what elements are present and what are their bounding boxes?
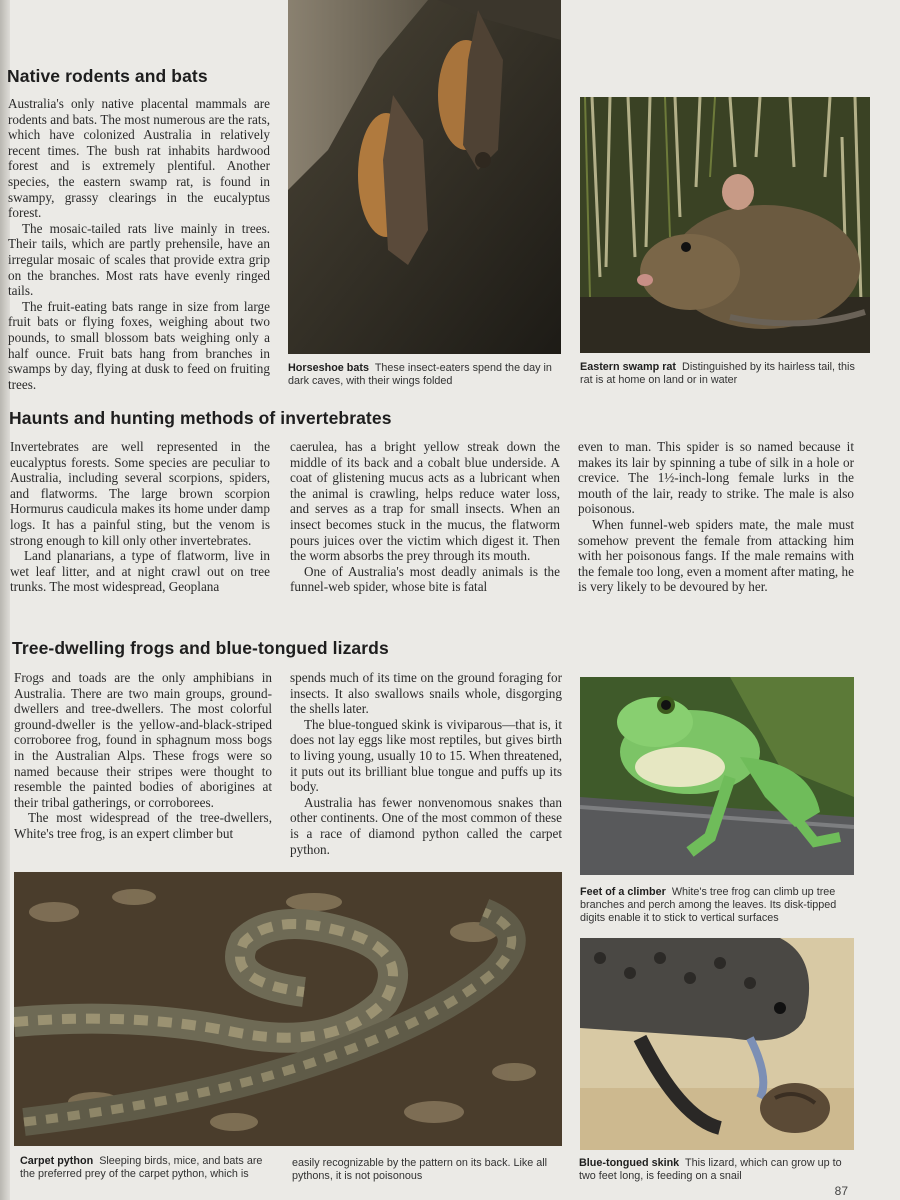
- eastern-swamp-rat-photo: [580, 97, 870, 353]
- paragraph: even to man. This spider is so named because it makes its lair by spinning a tube of silk in a hole or crevice. The 1½-inch-long female lurks in the mouth of the lair, ready to strike. The male is also poisonous.: [578, 439, 854, 517]
- invertebrates-column-2: [290, 439, 560, 595]
- blue-tongued-skink-caption: [579, 1157, 855, 1183]
- caption-title: Carpet python: [20, 1155, 94, 1167]
- paragraph: caerulea, has a bright yellow streak down the middle of its back and a cobalt blue underside. A coat of glistening mucus acts as a lubricant when the animal is crawling, helps reduce water loss, and serves as a trap for small insects. When an insect becomes stuck in the mucus, the flatworm pours juices over the victim which digest it. Then the worm absorbs the prey through its mouth.: [290, 439, 560, 564]
- rodents-bats-text: [8, 96, 270, 392]
- caption-text: easily recognizable by the pattern on its back. Like all pythons, it is not poisonous: [292, 1157, 548, 1182]
- paragraph: Invertebrates are well represented in the eucalyptus forests. Some species are peculiar to Australia, including several scorpions, spiders, and flatworms. The large brown scorpion Hormurus caudicula makes its home under damp logs. It has a painful sting, but the venom is strong enough to kill only other invertebrates.: [10, 439, 270, 548]
- paragraph: The fruit-eating bats range in size from large fruit bats or flying foxes, weighing about two pounds, to small blossom bats weighing only a half ounce. Fruit bats hang from branches in swamps by day, flying at dusk to feed on fruiting trees.: [8, 298, 270, 392]
- caption-title: Feet of a climber: [580, 886, 666, 898]
- section-heading-frogs-lizards: Tree-dwelling frogs and blue-tongued lizards: [12, 638, 389, 658]
- invertebrates-column-3: [578, 439, 854, 595]
- horseshoe-bats-photo: [288, 0, 561, 354]
- caption-title: Horseshoe bats: [288, 362, 370, 374]
- caption-title: Eastern swamp rat: [580, 361, 677, 373]
- caption-text: These insect-eaters spend the day in dark caves, with their wings folded: [288, 362, 552, 387]
- paragraph: The most widespread of the tree-dwellers, White's tree frog, is an expert climber but: [14, 810, 272, 841]
- section-heading-rodents-bats: Native rodents and bats: [7, 66, 208, 86]
- carpet-python-photo: [14, 872, 562, 1146]
- caption-title: Blue-tongued skink: [579, 1157, 680, 1169]
- invertebrates-column-1: [10, 439, 270, 595]
- paragraph: The blue-tongued skink is viviparous—that is, it does not lay eggs like most reptiles, but gives birth to living young, usually 10 to 15. When threatened, it puts out its brilliant blue tongue and puffs up its body.: [290, 716, 562, 795]
- carpet-python-caption-right: [292, 1157, 562, 1183]
- caption-text: This lizard, which can grow up to two feet long, is feeding on a snail: [579, 1157, 842, 1182]
- paragraph: When funnel-web spiders mate, the male must somehow prevent the female from attacking him with her poisonous fangs. If the male remains with the female too long, even a moment after mating, he is very likely to be devoured by her.: [578, 516, 854, 595]
- paragraph: Frogs and toads are the only amphibians in Australia. There are two main groups, ground-dwellers and tree-dwellers. The most colorful ground-dweller is the yellow-and-black-striped corroboree frog, found in sphagnum moss bogs in the Australian Alps. These frogs were so named because their stripes were thought to resemble the painted bodies of aborigines at their tribal gatherings, or corroborees.: [14, 670, 272, 810]
- horseshoe-bats-caption: [288, 362, 563, 388]
- frogs-lizards-column-1: [14, 670, 272, 842]
- frogs-lizards-column-2: [290, 670, 562, 857]
- paragraph: Australia's only native placental mammals are rodents and bats. The most numerous are the rats, which have colonized Australia in relatively recent times. The bush rat inhabits hardwood forest and is extremely plentiful. Another species, the eastern swamp rat, is found in swampy, grassy clearings in the eucalyptus forest.: [8, 96, 270, 221]
- caption-text: Sleeping birds, mice, and bats are the preferred prey of the carpet python, which is: [20, 1155, 263, 1180]
- blue-tongued-skink-photo: [580, 938, 854, 1150]
- eastern-swamp-rat-caption: [580, 361, 870, 387]
- paragraph: spends much of its time on the ground foraging for insects. It also swallows snails whole, disgorging the shells later.: [290, 670, 562, 717]
- paragraph: One of Australia's most deadly animals is the funnel-web spider, whose bite is fatal: [290, 563, 560, 595]
- whites-tree-frog-photo: [580, 677, 854, 875]
- section-heading-invertebrates: Haunts and hunting methods of invertebrates: [9, 408, 392, 428]
- caption-text: Distinguished by its hairless tail, this rat is at home on land or in water: [580, 361, 855, 386]
- whites-tree-frog-caption: [580, 886, 856, 925]
- carpet-python-caption-left: [20, 1155, 278, 1181]
- paragraph: The mosaic-tailed rats live mainly in trees. Their tails, which are partly prehensile, have an irregular mosaic of scales that provide extra grip on the branches. Most rats have evenly ringed tails.: [8, 220, 270, 299]
- page-number: 87: [834, 1184, 848, 1198]
- paragraph: Australia has fewer nonvenomous snakes than other continents. One of the most common of these is a race of diamond python called the carpet python.: [290, 794, 562, 857]
- caption-text: White's tree frog can climb up tree branches and perch among the leaves. Its disk-tipped digits enable it to stick to vertical surfaces: [580, 886, 837, 924]
- paragraph: Land planarians, a type of flatworm, live in wet leaf litter, and at night crawl out on tree trunks. The most widespread, Geoplana: [10, 548, 270, 595]
